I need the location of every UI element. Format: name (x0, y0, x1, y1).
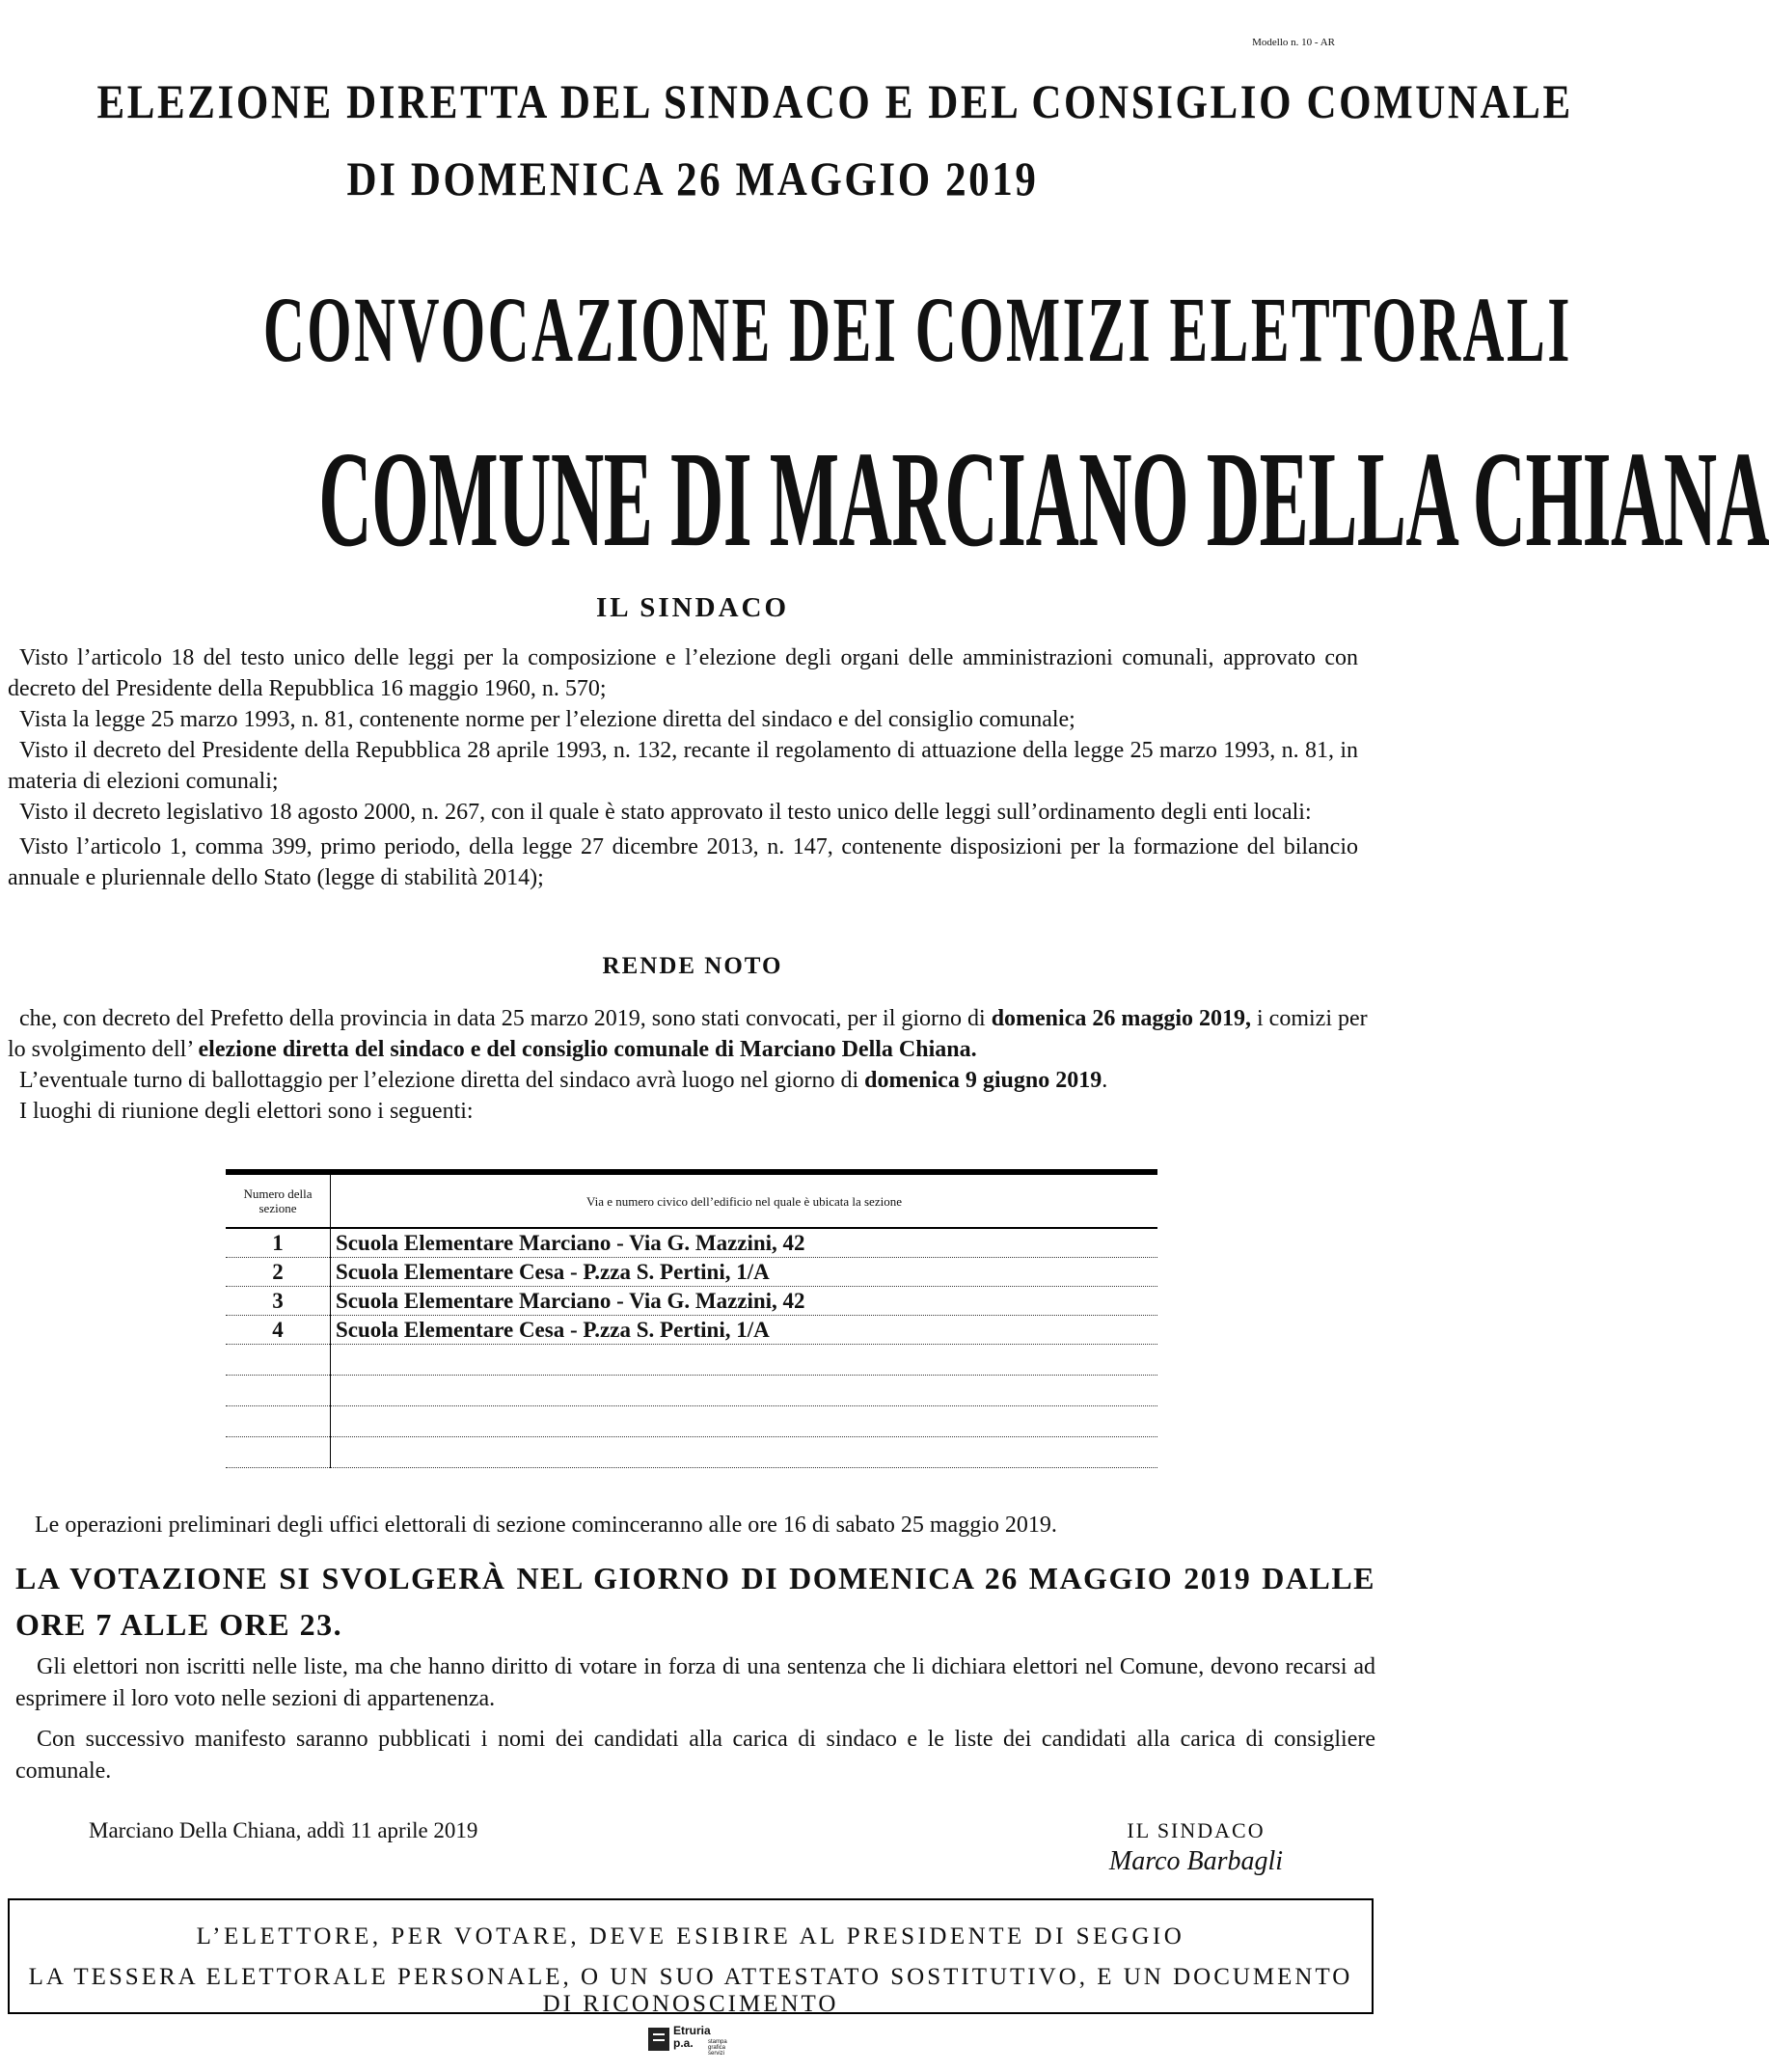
empty-table-row (226, 1345, 1157, 1376)
empty-table-row (226, 1376, 1157, 1406)
place-and-date: Marciano Della Chiana, addì 11 aprile 2019 (89, 1818, 478, 1842)
empty-table-row (226, 1406, 1157, 1437)
voter-notice-line-2: LA TESSERA ELETTORALE PERSONALE, O UN SUO ATTESTATO SOSTITUTIVO, E UN DOCUMENTO DI RICONOSCIMENTO (28, 1964, 1353, 2017)
table-row (226, 1258, 1157, 1287)
convocation-title: CONVOCAZIONE DEI COMIZI ELETTORALI (262, 278, 1572, 381)
section-number: 1 (226, 1228, 331, 1258)
voter-notice-box (8, 1898, 1374, 2017)
section-number: 3 (226, 1287, 331, 1316)
sections-table (226, 1169, 1157, 1468)
section-address: Scuola Elementare Cesa - P.zza S. Pertini, 1/A (331, 1258, 1158, 1287)
model-reference: Modello n. 10 - AR (1252, 37, 1335, 48)
signature-name: Marco Barbagli (1108, 1846, 1284, 1876)
voter-notice-line-1: L’ELETTORE, PER VOTARE, DEVE ESIBIRE AL PRESIDENTE DI SEGGIO (196, 1923, 1185, 1949)
premessa-1: Visto l’articolo 18 del testo unico delle leggi per la composizione e l’elezione degli organi delle amministrazioni comunali, approvato con decreto del Presidente della Repubblica 16 maggio 1960, n. 570; (8, 645, 1358, 701)
rende-noto-heading: RENDE NOTO (602, 953, 783, 979)
table-row (226, 1287, 1157, 1316)
notice-text (8, 1003, 1373, 1127)
additional-paragraphs (15, 1651, 1375, 1787)
address-header: Via e numero civico dell’edificio nel quale è ubicata la sezione (331, 1172, 1158, 1228)
section-address: Scuola Elementare Marciano - Via G. Mazzini, 42 (331, 1228, 1158, 1258)
notice-paragraph-3: I luoghi di riunione degli elettori sono i seguenti: (19, 1099, 474, 1124)
il-sindaco-heading: IL SINDACO (595, 592, 790, 623)
municipality-title: COMUNE DI MARCIANO DELLA CHIANA (318, 423, 1769, 575)
table-row (226, 1228, 1157, 1258)
empty-table-row (226, 1437, 1157, 1468)
premessa-2: Vista la legge 25 marzo 1993, n. 81, contenente norme per l’elezione diretta del sindaco e del consiglio comunale; (19, 707, 1075, 732)
printer-logo-name: Etruria p.a. (673, 2024, 711, 2050)
notice-paragraph-2: L’eventuale turno di ballottaggio per l’elezione diretta del sindaco avrà luogo nel giorno di domenica 9 giugno 2019. (19, 1068, 1108, 1093)
section-number: 4 (226, 1316, 331, 1345)
premessa-3: Visto il decreto del Presidente della Repubblica 28 aprile 1993, n. 132, recante il regolamento di attuazione della legge 25 marzo 1993, n. 81, in materia di elezioni comunali; (8, 738, 1358, 794)
section-address: Scuola Elementare Marciano - Via G. Mazzini, 42 (331, 1287, 1158, 1316)
signature-title: IL SINDACO (1127, 1818, 1266, 1842)
notice-paragraph-1: che, con decreto del Prefetto della provincia in data 25 marzo 2019, sono stati convocati, per il giorno di domenica 26 maggio 2019, i comizi per lo svolgimento dell’ elezione diretta del sindaco e del consiglio comunale di Marciano Della Chiana. (8, 1006, 1368, 1062)
paragraph-voters: Gli elettori non iscritti nelle liste, ma che hanno diritto di votare in forza di una sentenza che li dichiara elettori nel Comune, devono recarsi ad esprimere il loro voto nelle sezioni di appartenenza. (15, 1654, 1375, 1711)
election-date-title: DI DOMENICA 26 MAGGIO 2019 (346, 151, 1039, 205)
premessa-4: Visto il decreto legislativo 18 agosto 2000, n. 267, con il quale è stato approvato il testo unico delle leggi sull’ordinamento degli enti locali: (19, 800, 1312, 825)
table-row (226, 1316, 1157, 1345)
table-header-row (226, 1172, 1157, 1228)
election-title: ELEZIONE DIRETTA DEL SINDACO E DEL CONSIGLIO COMUNALE (96, 74, 1573, 128)
printer-logo (644, 2024, 741, 2057)
preliminary-operations: Le operazioni preliminari degli uffici elettorali di sezione cominceranno alle ore 16 di sabato 25 maggio 2019. (35, 1513, 1057, 1538)
section-number-header: Numero della sezione (226, 1172, 331, 1228)
paragraph-candidates: Con successivo manifesto saranno pubblicati i nomi dei candidati alla carica di sindaco e le liste dei candidati alla carica di consigliere comunale. (15, 1727, 1375, 1784)
premessa-5: Visto l’articolo 1, comma 399, primo periodo, della legge 27 dicembre 2013, n. 147, contenente disposizioni per la formazione del bilancio annuale e pluriennale dello Stato (legge di stabilità 2014); (8, 834, 1358, 890)
premesse (8, 642, 1358, 893)
voting-hours: LA VOTAZIONE SI SVOLGERÀ NEL GIORNO DI DOMENICA 26 MAGGIO 2019 DALLE ORE 7 ALLE ORE 23. (15, 1561, 1375, 1642)
printer-logo-icon (648, 2028, 669, 2051)
section-number: 2 (226, 1258, 331, 1287)
section-address: Scuola Elementare Cesa - P.zza S. Pertini, 1/A (331, 1316, 1158, 1345)
printer-logo-subtitle: stampa grafica servizi (708, 2039, 727, 2057)
